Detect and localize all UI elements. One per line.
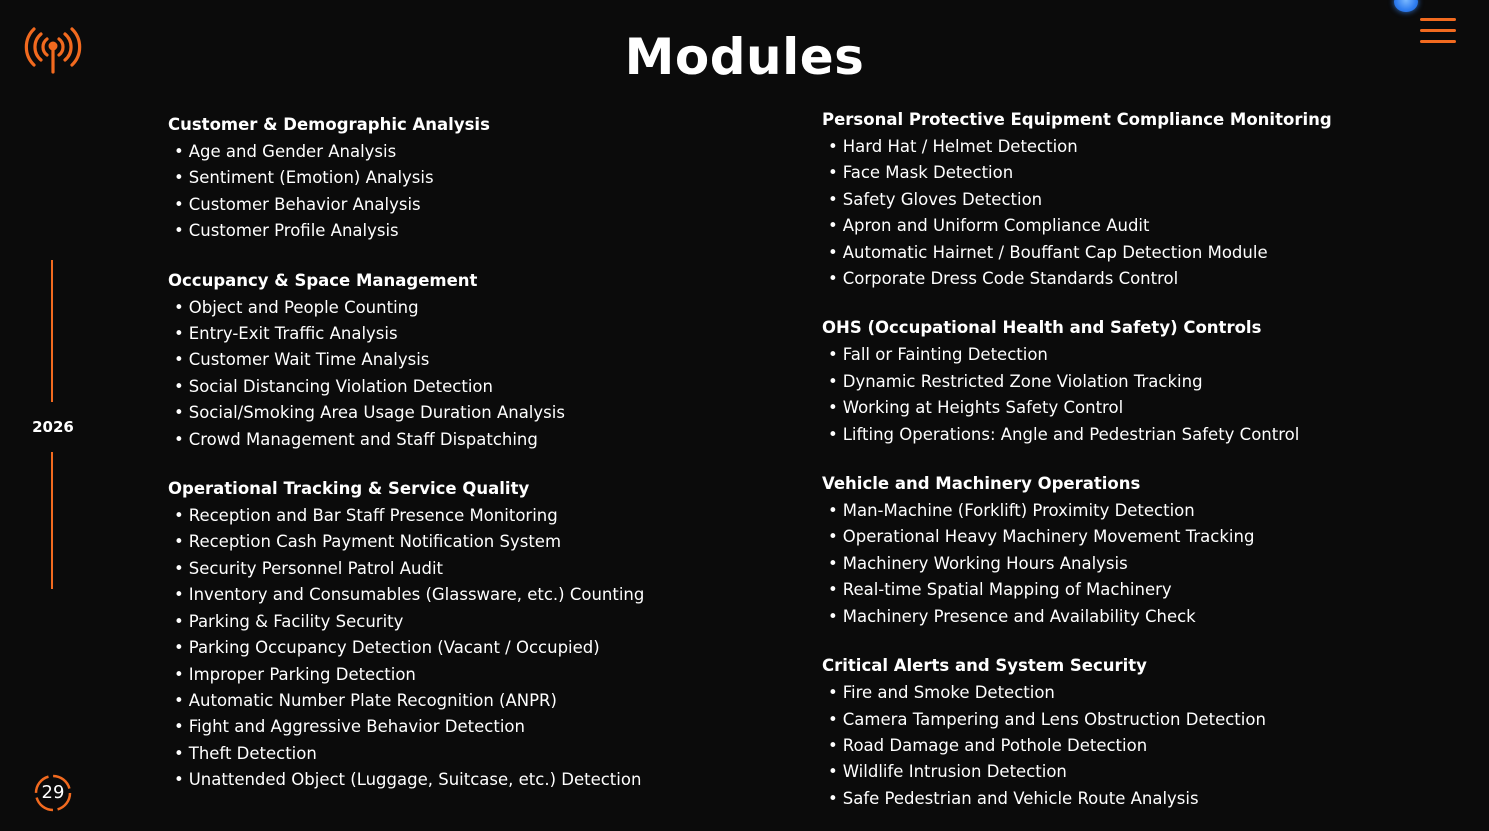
page-number: 29 bbox=[41, 782, 65, 803]
list-item: • Customer Behavior Analysis bbox=[168, 192, 788, 218]
right-column bbox=[822, 109, 1462, 831]
list-item: • Camera Tampering and Lens Obstruction Detection bbox=[822, 707, 1462, 733]
list-item: • Working at Heights Safety Control bbox=[822, 395, 1462, 421]
list-item: • Road Damage and Pothole Detection bbox=[822, 733, 1462, 759]
section-title: Personal Protective Equipment Compliance Monitoring bbox=[822, 110, 1332, 129]
list-item: • Wildlife Intrusion Detection bbox=[822, 759, 1462, 785]
list-item: • Machinery Working Hours Analysis bbox=[822, 551, 1462, 577]
list-item: • Operational Heavy Machinery Movement Tracking bbox=[822, 524, 1462, 550]
timeline-year: 2026 bbox=[32, 418, 74, 436]
list-item: • Social Distancing Violation Detection bbox=[168, 374, 788, 400]
page-title: Modules bbox=[624, 28, 865, 86]
section-title: Critical Alerts and System Security bbox=[822, 656, 1147, 676]
list-item: • Entry-Exit Traffic Analysis bbox=[168, 321, 788, 347]
list-item: • Corporate Dress Code Standards Control bbox=[822, 266, 1462, 292]
list-item: • Automatic Hairnet / Bouffant Cap Detection Module bbox=[822, 240, 1462, 266]
module-section bbox=[822, 655, 1462, 812]
section-title: Occupancy & Space Management bbox=[168, 270, 478, 290]
list-item: • Security Personnel Patrol Audit bbox=[168, 556, 788, 582]
module-section bbox=[168, 478, 788, 793]
timeline-line-top bbox=[51, 260, 53, 402]
list-item: • Safe Pedestrian and Vehicle Route Analysis bbox=[822, 786, 1462, 812]
list-item: • Customer Wait Time Analysis bbox=[168, 347, 788, 373]
timeline-line-bottom bbox=[51, 452, 53, 589]
module-section bbox=[168, 270, 788, 453]
list-item: • Customer Profile Analysis bbox=[168, 218, 788, 244]
list-item: • Parking & Facility Security bbox=[168, 609, 788, 635]
list-item: • Automatic Number Plate Recognition (ANPR) bbox=[168, 688, 788, 714]
list-item: • Fight and Aggressive Behavior Detection bbox=[168, 714, 788, 740]
list-item: • Reception and Bar Staff Presence Monitoring bbox=[168, 503, 788, 529]
module-section bbox=[168, 114, 788, 245]
list-item: • Theft Detection bbox=[168, 741, 788, 767]
list-item: • Face Mask Detection bbox=[822, 160, 1462, 186]
list-item: • Crowd Management and Staff Dispatching bbox=[168, 427, 788, 453]
module-section bbox=[822, 317, 1462, 448]
list-item: • Dynamic Restricted Zone Violation Tracking bbox=[822, 369, 1462, 395]
list-item: • Inventory and Consumables (Glassware, etc.) Counting bbox=[168, 582, 788, 608]
list-item: • Fire and Smoke Detection bbox=[822, 680, 1462, 706]
list-item: • Hard Hat / Helmet Detection bbox=[822, 134, 1462, 160]
module-section bbox=[822, 473, 1462, 630]
section-title: Vehicle and Machinery Operations bbox=[822, 474, 1141, 494]
module-section bbox=[822, 109, 1462, 292]
list-item: • Improper Parking Detection bbox=[168, 662, 788, 688]
list-item: • Unattended Object (Luggage, Suitcase, etc.) Detection bbox=[168, 767, 788, 793]
list-item: • Safety Gloves Detection bbox=[822, 187, 1462, 213]
list-item: • Reception Cash Payment Notification System bbox=[168, 529, 788, 555]
list-item: • Sentiment (Emotion) Analysis bbox=[168, 165, 788, 191]
blue-dot-icon bbox=[1394, 0, 1418, 12]
list-item: • Object and People Counting bbox=[168, 295, 788, 321]
section-title: Operational Tracking & Service Quality bbox=[168, 479, 530, 499]
list-item: • Machinery Presence and Availability Check bbox=[822, 604, 1462, 630]
list-item: • Social/Smoking Area Usage Duration Analysis bbox=[168, 400, 788, 426]
list-item: • Real-time Spatial Mapping of Machinery bbox=[822, 577, 1462, 603]
list-item: • Parking Occupancy Detection (Vacant / Occupied) bbox=[168, 635, 788, 661]
list-item: • Apron and Uniform Compliance Audit bbox=[822, 213, 1462, 239]
list-item: • Man-Machine (Forklift) Proximity Detection bbox=[822, 498, 1462, 524]
list-item: • Fall or Fainting Detection bbox=[822, 342, 1462, 368]
left-column bbox=[168, 114, 788, 819]
list-item: • Age and Gender Analysis bbox=[168, 139, 788, 165]
section-title: Customer & Demographic Analysis bbox=[168, 115, 490, 134]
list-item: • Lifting Operations: Angle and Pedestrian Safety Control bbox=[822, 422, 1462, 448]
section-title: OHS (Occupational Health and Safety) Controls bbox=[822, 318, 1262, 338]
